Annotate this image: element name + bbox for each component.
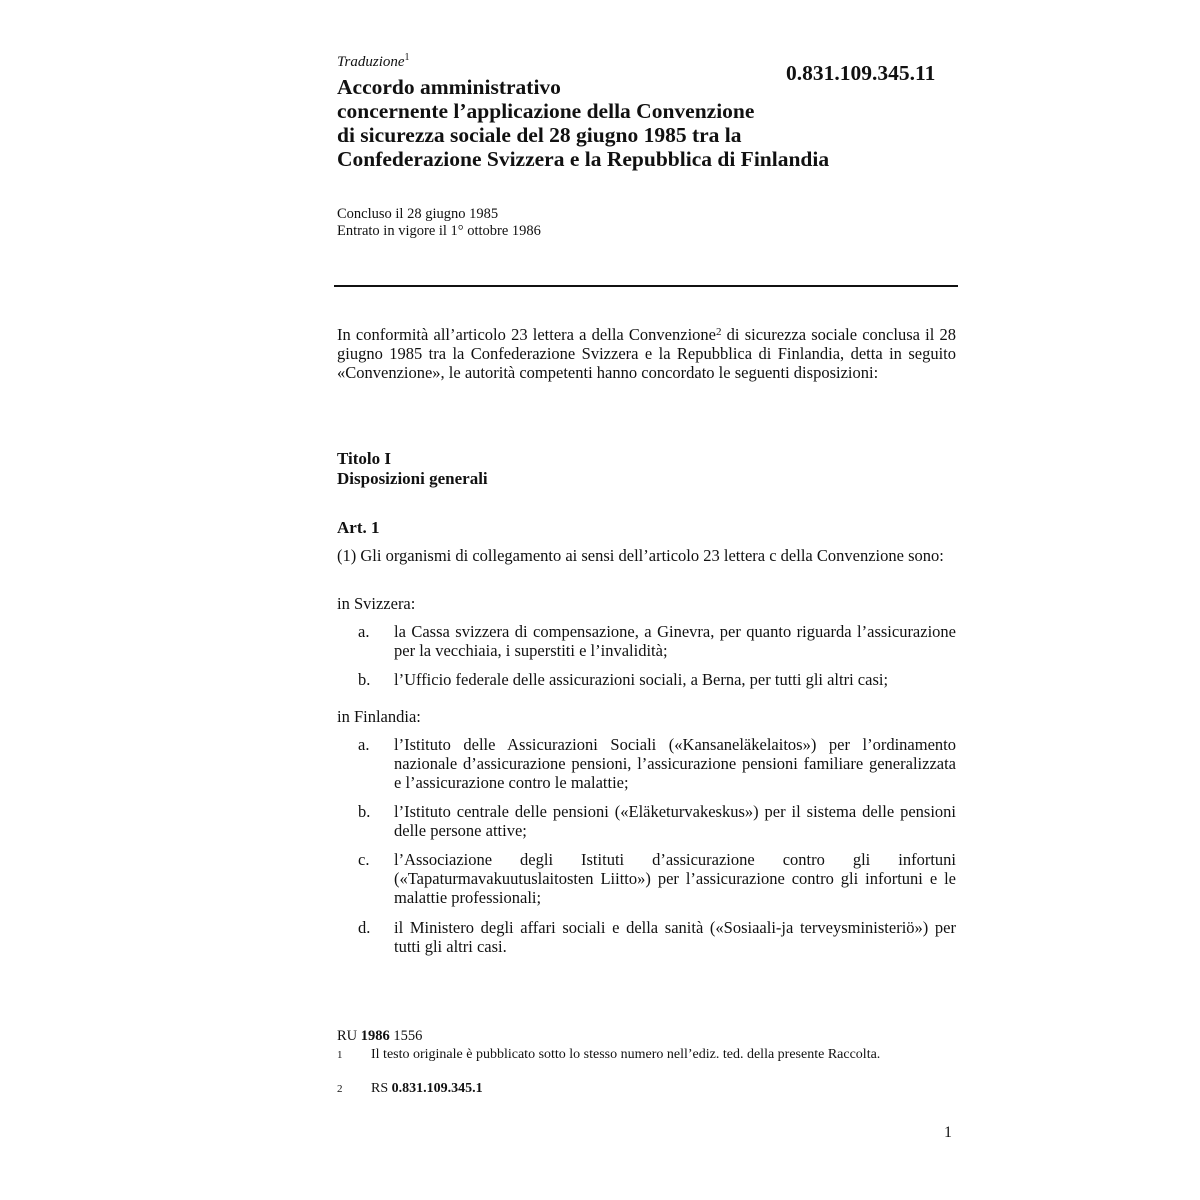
list-marker: a.: [358, 622, 370, 641]
list-marker: c.: [358, 850, 370, 869]
list-text: l’Ufficio federale delle assicurazioni sociali, a Berna, per tutti gli altri casi;: [394, 670, 889, 689]
sr-number: 0.831.109.345.11: [786, 61, 936, 85]
footnote-number: 2: [337, 1083, 343, 1095]
concluded-date: Concluso il 28 giugno 1985: [337, 206, 499, 222]
footnote-ref-2[interactable]: 2: [715, 326, 722, 338]
article-paragraph: (1) Gli organismi di collegamento ai sensi dell’articolo 23 lettera c della Convenzione sono:: [337, 546, 944, 565]
footnote-ref-1[interactable]: 1: [404, 52, 410, 63]
list-text: l’Istituto centrale delle pensioni («Eläketurvakeskus») per il sistema delle pensioni delle persone attive;: [394, 802, 956, 840]
header-divider: [334, 285, 958, 287]
footnote: [337, 1081, 937, 1097]
section-number: Titolo I: [337, 449, 392, 468]
page-number: 1: [944, 1124, 952, 1141]
list-item: [337, 918, 956, 956]
list-item: [337, 802, 956, 840]
list-marker: b.: [358, 670, 371, 689]
footnote-number: 1: [337, 1049, 343, 1061]
document-title: [337, 75, 957, 171]
list-text: la Cassa svizzera di compensazione, a Ginevra, per quanto riguarda l’assicurazione per la vecchiaia, i superstiti e l’invalidità;: [394, 622, 956, 660]
footnote: [337, 1047, 937, 1063]
section-title: [337, 449, 488, 489]
translation-label: Traduzione$^1$: [337, 52, 410, 70]
list-text: l’Associazione degli Istituti d’assicurazione contro gli infortuni («Tapaturmavakuutuslaitosten Liitto») per l’assicurazione contro gli infortuni e le malattie professionali;: [394, 850, 956, 907]
title-line: Accordo amministrativo: [337, 75, 561, 99]
title-line: Confederazione Svizzera e la Repubblica di Finlandia: [337, 147, 830, 171]
in-force-date: Entrato in vigore il 1° ottobre 1986: [337, 223, 541, 239]
finland-label: in Finlandia:: [337, 707, 421, 726]
article-heading: Art. 1: [337, 518, 380, 537]
section-name: Disposizioni generali: [337, 469, 488, 488]
title-line: concernente l’applicazione della Convenzione: [337, 99, 755, 123]
intro-paragraph: In conformità all’articolo 23 lettera a della Convenzione$^2$ di sicurezza sociale conclusa il 28 giugno 1985 tra la Confederazione Svizzera e la Repubblica di Finlandia, detta in seguito «Convenzione», le autorità competenti hanno concordato le seguenti disposizioni:: [337, 325, 957, 382]
list-item: [337, 622, 956, 660]
list-marker: a.: [358, 735, 370, 754]
document-dates: [337, 206, 541, 240]
list-item: [337, 670, 956, 689]
list-text: il Ministero degli affari sociali e della sanità («Sosiaali-ja terveysministeriö») per tutti gli altri casi.: [394, 918, 956, 956]
list-marker: d.: [358, 918, 371, 937]
list-text: l’Istituto delle Assicurazioni Sociali («Kansaneläkelaitos») per l’ordinamento nazionale d’assicurazione pensioni, l’assicurazione pensioni familiare generalizzata e l’assicurazione contro le malattie;: [394, 735, 956, 792]
switzerland-label: in Svizzera:: [337, 594, 416, 613]
footnote-text: Il testo originale è pubblicato sotto lo stesso numero nell’ediz. ted. della presente Raccolta.: [371, 1047, 881, 1062]
list-item: [337, 850, 956, 907]
ru-reference: RU 1986 1556: [337, 1028, 423, 1044]
list-marker: b.: [358, 802, 371, 821]
list-item: [337, 735, 956, 792]
footnote-text: RS 0.831.109.345.1: [371, 1081, 483, 1096]
title-line: di sicurezza sociale del 28 giugno 1985 tra la: [337, 123, 742, 147]
